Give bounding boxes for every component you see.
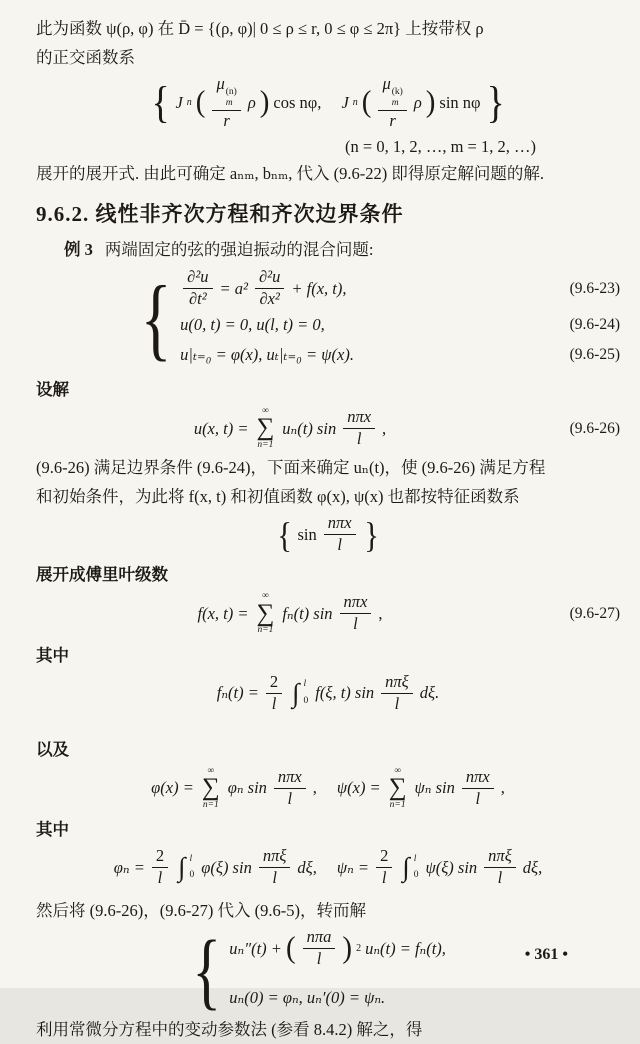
comma: , <box>500 778 505 798</box>
formula-fn-coefficient <box>36 673 620 714</box>
fn-integrand: f(ξ, t) sin <box>315 683 375 703</box>
left-brace: { <box>277 514 293 555</box>
paragraph-2-line-1: (9.6-26) 满足边界条件 (9.6-24)，下面来确定 uₙ(t)，使 (9.6-26) 满足方程 <box>36 458 546 478</box>
npxi-den: l <box>394 693 400 713</box>
sum-upper: ∞ <box>261 405 269 416</box>
npx-fraction <box>462 768 494 809</box>
system-left-brace: { <box>140 267 172 370</box>
formula-9-6-26 <box>36 407 620 451</box>
sigma-icon: ∑ <box>256 599 275 627</box>
equation-number-9-6-23: (9.6-23) <box>569 279 620 297</box>
ode-equations <box>229 927 620 1013</box>
mu-fraction-1 <box>212 75 240 131</box>
npx-num: nπx <box>324 514 356 535</box>
mu-symbol: μ <box>382 74 391 93</box>
dudt-num: ∂²u <box>183 268 212 289</box>
un-second-derivative: uₙ″(t) + <box>229 939 282 959</box>
two: 2 <box>266 673 282 694</box>
ell: l <box>157 868 163 888</box>
npxi-num: nπξ <box>259 847 291 868</box>
npa-fraction <box>303 928 336 969</box>
npa-den: l <box>316 949 322 969</box>
label-fourier: 展开成傅里叶级数 <box>36 565 168 585</box>
f-series-lhs: f(x, t) = <box>197 603 249 623</box>
sum-upper: ∞ <box>207 765 215 776</box>
u-series-lhs: u(x, t) = <box>193 418 249 438</box>
ell: l <box>271 693 277 713</box>
dudx-num: ∂²u <box>255 268 284 289</box>
sum-lower: n=1 <box>202 799 219 810</box>
mu-sub: m <box>391 97 399 108</box>
bessel-j2-sub: n <box>352 97 358 109</box>
left-paren-icon: ( <box>361 85 372 120</box>
dxi-comma: dξ, <box>522 857 543 877</box>
system-equations <box>180 267 620 370</box>
mu-sup: (k) <box>391 87 403 97</box>
npa-num: nπa <box>303 928 336 949</box>
formula-fn-body <box>217 673 439 714</box>
sum-upper: ∞ <box>394 765 401 776</box>
ode-equation-2 <box>229 983 620 1012</box>
npxi-num: nπξ <box>381 673 413 694</box>
formula-9-6-27-body <box>36 592 544 636</box>
integral-lower: 0 <box>413 870 419 881</box>
mu-sup: (n) <box>225 87 237 97</box>
bessel-j2: J <box>341 92 349 112</box>
paragraph-2-line-2: 和初始条件，为此将 f(x, t) 和初值函数 φ(x), ψ(x) 也都按特征函数系 <box>36 487 520 507</box>
right-paren-icon: ) <box>425 85 436 120</box>
two-over-l <box>266 673 282 714</box>
npxi-fraction <box>381 673 413 714</box>
sin-term: sin nφ <box>439 92 481 112</box>
ell: l <box>381 868 387 888</box>
left-brace: { <box>151 77 170 127</box>
mu-fraction-1-num <box>212 75 240 111</box>
left-paren-icon: ( <box>285 931 296 965</box>
npx-num: nπx <box>274 768 306 789</box>
psi-term: ψₙ sin <box>414 778 455 798</box>
mu-sub: m <box>225 97 233 108</box>
npx-fraction <box>274 768 306 809</box>
intro-line-1: 此为函数 ψ(ρ, φ) 在 D̄ = {(ρ, φ)| 0 ≤ ρ ≤ r, 0 ≤ φ ≤ 2π} 上按带权 ρ <box>36 19 484 38</box>
npx-den: l <box>287 788 293 808</box>
system-left-brace: { <box>192 922 222 1019</box>
npxi-den: l <box>497 868 503 888</box>
index-range-note: (n = 0, 1, 2, …, m = 1, 2, …) <box>345 136 536 156</box>
integral-limits <box>414 855 419 881</box>
intro-line-2: 的正交函数系 <box>36 48 135 67</box>
npx-num: nπx <box>340 593 372 614</box>
two-over-l <box>152 847 168 888</box>
npx-den: l <box>353 614 358 634</box>
comma: , <box>378 603 383 623</box>
right-paren-icon: ) <box>259 85 270 120</box>
ode-equation-2-body: uₙ(0) = φₙ, uₙ′(0) = ψₙ. <box>229 988 386 1008</box>
integral-icon: ∫ <box>178 852 186 883</box>
sum-lower: n=1 <box>257 439 274 450</box>
u-series-term: uₙ(t) sin <box>282 418 337 438</box>
fn-lhs: fₙ(t) = <box>216 683 259 703</box>
dxi: dξ. <box>419 683 440 703</box>
dudt-fraction <box>183 268 212 309</box>
formula-9-6-26-body <box>36 407 544 451</box>
npx-num: nπx <box>343 408 375 429</box>
equation-9-6-23 <box>180 268 620 309</box>
example-3-text: 两端固定的弦的强迫振动的混合问题: <box>104 239 374 259</box>
integral-icon: ∫ <box>402 852 410 883</box>
right-brace: } <box>363 514 379 555</box>
example-3-line <box>64 235 620 265</box>
equation-9-6-25 <box>180 340 620 369</box>
forcing-term: + f(x, t), <box>291 278 347 298</box>
integral-lower: 0 <box>303 695 309 706</box>
integral-upper: l <box>303 679 307 690</box>
page-number: • 361 • <box>524 946 568 963</box>
sum-icon <box>389 767 407 811</box>
npxi-fraction <box>259 847 291 888</box>
integral-icon: ∫ <box>292 677 300 708</box>
ode-system <box>36 922 620 1019</box>
npx-num: nπx <box>462 768 494 789</box>
sum-icon <box>256 592 274 636</box>
formula-phi-psi-coefficients <box>36 847 620 888</box>
two-over-l <box>376 847 392 888</box>
eigenfunction-body <box>276 514 380 555</box>
comma: , <box>382 418 387 438</box>
integral-upper: l <box>413 853 417 864</box>
ode-equation-1-body <box>229 928 446 969</box>
phi-term: φₙ sin <box>227 778 267 798</box>
label-yiji: 以及 <box>36 739 69 759</box>
f-series-term: fₙ(t) sin <box>282 603 333 623</box>
npx-den: l <box>337 535 342 555</box>
dxi-comma: dξ, <box>297 857 317 877</box>
bessel-j1-sub: n <box>186 97 192 109</box>
eigenfunction-system <box>36 514 620 555</box>
two: 2 <box>376 847 392 868</box>
phi-psi-coef-body <box>114 847 542 888</box>
rho-symbol: ρ <box>247 92 256 112</box>
equation-9-6-23-body <box>180 268 346 309</box>
paragraph-expansion: 展开的展开式. 由此可确定 aₙₘ, bₙₘ, 代入 (9.6-22) 即得原定解问题的解. <box>36 163 544 183</box>
mu-fraction-1-den: r <box>223 110 230 130</box>
npx-fraction <box>343 408 375 449</box>
dudx-den: ∂x² <box>259 288 280 308</box>
sin-label: sin <box>297 524 317 544</box>
separator-comma: , <box>312 778 317 798</box>
sigma-icon: ∑ <box>388 774 407 802</box>
equals-a2: = a² <box>219 278 248 298</box>
integral-lower: 0 <box>189 870 195 881</box>
mu-scripts <box>226 87 237 109</box>
sigma-icon: ∑ <box>201 774 220 802</box>
dudx-fraction <box>255 268 284 309</box>
integral-limits <box>190 855 195 881</box>
integral-limits <box>304 680 309 706</box>
label-qizhong-1: 其中 <box>36 645 69 665</box>
mu-fraction-2 <box>378 75 406 131</box>
right-paren-icon: ) <box>342 931 353 965</box>
equation-number-9-6-25: (9.6-25) <box>569 345 620 363</box>
phi-psi-body <box>151 767 505 811</box>
sum-upper: ∞ <box>262 591 269 602</box>
psi-lhs: ψ(x) = <box>336 778 381 798</box>
equation-9-6-25-body: u|ₜ₌₀ = φ(x), uₜ|ₜ₌₀ = ψ(x). <box>180 344 354 364</box>
npxi-num: nπξ <box>484 847 516 868</box>
npxi-den: l <box>272 868 277 888</box>
npx-fraction <box>340 593 372 634</box>
paragraph-substitute: 然后将 (9.6-26)，(9.6-27) 代入 (9.6-5)，转而解 <box>36 901 366 921</box>
npx-den: l <box>475 788 481 808</box>
phin-lhs: φₙ = <box>113 857 145 877</box>
mu-symbol: μ <box>216 74 225 93</box>
phin-integrand: φ(ξ) sin <box>201 857 252 877</box>
rho-symbol: ρ <box>413 92 422 112</box>
system-mixed-problem <box>36 267 620 370</box>
left-paren-icon: ( <box>195 85 206 120</box>
psin-integrand: ψ(ξ) sin <box>425 857 478 877</box>
mu-fraction-2-num <box>378 75 406 111</box>
equation-number-9-6-26: (9.6-26) <box>569 419 620 437</box>
two: 2 <box>152 847 168 868</box>
square-exponent: 2 <box>356 943 362 955</box>
formula-phi-psi-series <box>36 767 620 811</box>
sum-lower: n=1 <box>389 799 406 810</box>
section-heading-9-6-2: 9.6.2. 线性非齐次方程和齐次边界条件 <box>36 201 404 226</box>
equation-number-9-6-27: (9.6-27) <box>569 604 620 622</box>
equation-9-6-24 <box>180 310 620 339</box>
label-shejie: 设解 <box>36 379 69 399</box>
paragraph-variation-of-parameters: 利用常微分方程中的变动参数法 (参看 8.4.2) 解之，得 <box>36 1020 423 1040</box>
equation-number-9-6-24: (9.6-24) <box>569 315 620 333</box>
mu-fraction-2-den: r <box>389 110 396 130</box>
phi-lhs: φ(x) = <box>151 778 194 798</box>
npxi-fraction <box>484 847 516 888</box>
mu-scripts <box>392 87 403 109</box>
sigma-icon: ∑ <box>256 414 275 442</box>
equation-9-6-24-body: u(0, t) = 0, u(l, t) = 0, <box>180 314 325 334</box>
label-qizhong-2: 其中 <box>36 820 69 840</box>
example-3-label: 例 3 <box>64 239 93 259</box>
formula-orthogonal-system-body <box>36 75 620 131</box>
integral-upper: l <box>189 853 193 864</box>
sum-lower: n=1 <box>257 625 274 636</box>
right-brace: } <box>486 77 505 127</box>
formula-9-6-27 <box>36 592 620 636</box>
npx-den: l <box>356 429 362 448</box>
formula-orthogonal-system <box>36 75 620 131</box>
bessel-j1: J <box>175 92 183 112</box>
sum-icon <box>256 407 274 451</box>
psin-lhs: ψₙ = <box>336 857 370 877</box>
ode-rhs: uₙ(t) = fₙ(t), <box>365 939 446 959</box>
npx-fraction <box>324 514 356 555</box>
sum-icon <box>202 767 220 811</box>
dudt-den: ∂t² <box>189 288 207 308</box>
cos-term: cos nφ, <box>273 92 322 112</box>
